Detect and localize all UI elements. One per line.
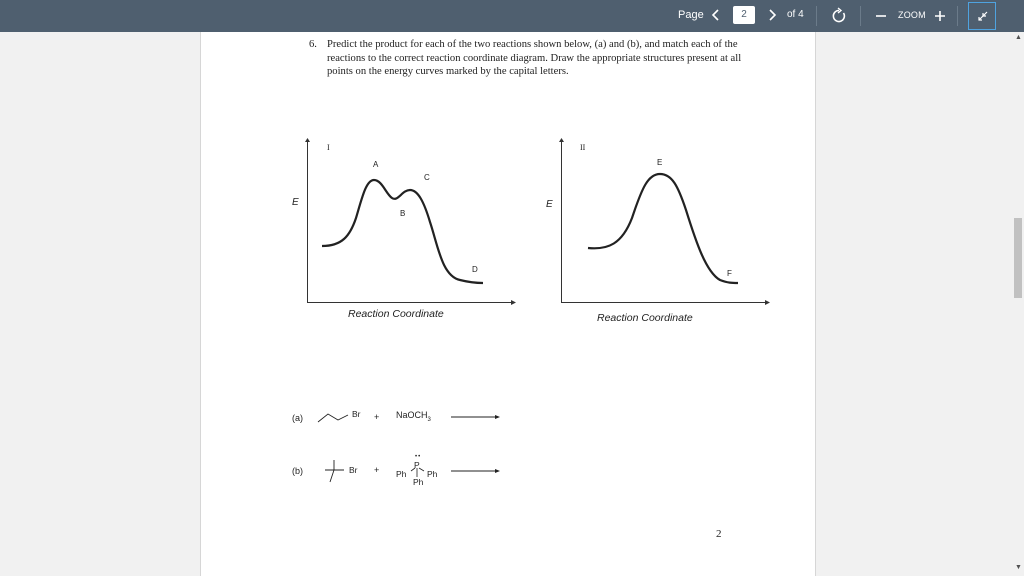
next-page-button[interactable] (765, 5, 779, 25)
tert-butyl-bromide-structure (322, 456, 352, 486)
reagent-formula: NaOCH (396, 410, 428, 420)
page-label: Page (678, 9, 704, 21)
point-c-label: C (424, 173, 430, 182)
energy-curve-1 (300, 150, 500, 300)
viewer-toolbar (0, 0, 1024, 32)
reaction-b-br: Br (349, 465, 358, 475)
compress-icon (969, 3, 995, 29)
scroll-up-arrow-icon[interactable]: ▲ (1015, 34, 1022, 41)
reaction-b-plus: + (374, 465, 380, 475)
reaction-a-plus: + (374, 412, 380, 422)
reaction-a-br: Br (352, 409, 361, 419)
chevron-left-icon (709, 5, 723, 25)
question-text: Predict the product for each of the two reactions shown below, (a) and (b), and match each of the reactions to the correct reaction coordinate diagram. Draw the appropriate structures present at all points on the energy curves marked by the capital letters. (327, 39, 742, 77)
toolbar-divider (816, 6, 817, 26)
phenyl-3-label: Ph (413, 477, 424, 487)
point-a-label: A (373, 160, 379, 169)
chevron-right-icon (765, 5, 779, 25)
page-count-label: of 4 (787, 9, 804, 20)
phenyl-1-label: Ph (396, 469, 407, 479)
page-number-input[interactable]: 2 (733, 6, 755, 24)
scrollbar-thumb[interactable] (1014, 218, 1022, 298)
previous-page-button[interactable] (709, 5, 723, 25)
vertical-scrollbar[interactable] (1012, 32, 1024, 576)
diagram-2-y-label: E (546, 199, 553, 210)
reaction-a-arrow (450, 413, 502, 421)
lone-pair-icon: •• (415, 454, 422, 460)
reaction-a-label: (a) (292, 413, 303, 423)
plus-icon (932, 6, 948, 26)
zoom-label: ZOOM (898, 10, 926, 20)
point-b-label: B (400, 209, 406, 218)
toolbar-divider (860, 6, 861, 26)
zoom-out-button[interactable] (873, 6, 889, 26)
question-number: 6. (309, 39, 317, 50)
point-f-label: F (727, 269, 732, 278)
page-number: 2 (716, 528, 722, 540)
diagram-1-x-label: Reaction Coordinate (348, 308, 444, 320)
alkyl-bromide-structure (316, 410, 356, 426)
diagram-1-y-label: E (292, 197, 299, 208)
phosphine-bonds (403, 463, 433, 483)
point-e-label: E (657, 158, 663, 167)
zoom-in-button[interactable] (932, 6, 948, 26)
rotate-icon (829, 6, 849, 26)
reaction-a-reagent (396, 410, 431, 423)
diagram-2-x-label: Reaction Coordinate (597, 312, 693, 324)
exit-fullscreen-button[interactable] (968, 2, 996, 30)
phenyl-2-label: Ph (427, 469, 438, 479)
reagent-subscript: 3 (427, 416, 431, 423)
point-d-label: D (472, 265, 478, 274)
phosphorus-label: P (414, 460, 420, 470)
diagram-1-roman-label: I (327, 143, 330, 152)
reaction-b-arrow (450, 467, 502, 475)
rotate-button[interactable] (829, 6, 849, 26)
diagram-2-roman-label: II (580, 143, 586, 152)
reaction-b-label: (b) (292, 466, 303, 476)
minus-icon (873, 6, 889, 26)
toolbar-divider (957, 6, 958, 26)
scroll-down-arrow-icon[interactable]: ▼ (1015, 564, 1022, 571)
